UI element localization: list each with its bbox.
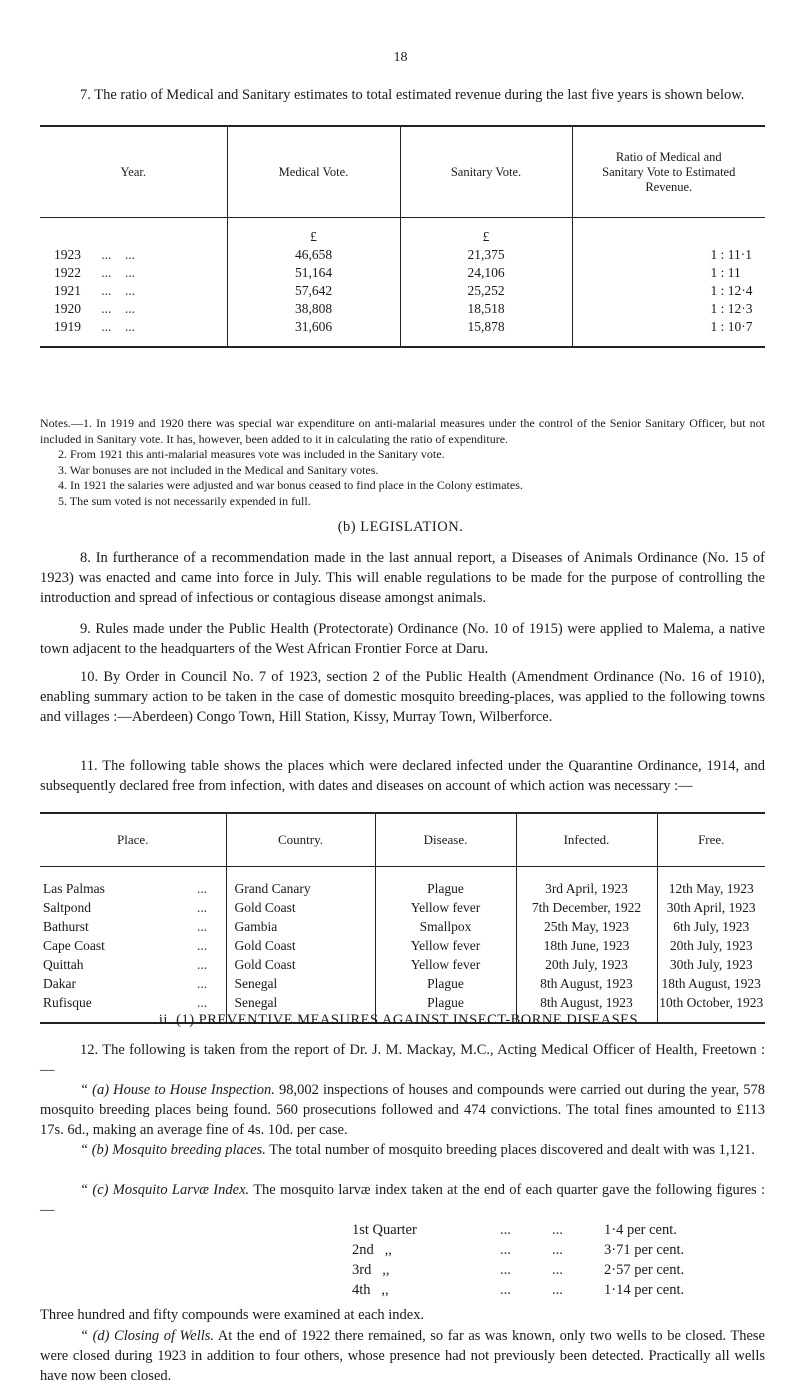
legislation-heading: (b) LEGISLATION. [337, 519, 464, 535]
sanitary-cell: 21,375 [400, 246, 572, 264]
quarter-value: 1·14 per cent. [604, 1281, 685, 1298]
quarter-label: 1st Quarter [352, 1221, 417, 1238]
ratio-cell: 1 : 10·7 [710, 319, 753, 334]
paragraph-12: 12. The following is taken from the report of Dr. J. M. Mackay, M.C., Acting Medical Officer of Health, Freetown :— [40, 1042, 765, 1078]
country-cell: Gold Coast [226, 936, 375, 955]
place-cell: Bathurst [43, 919, 89, 934]
note-5: 5. The sum voted is not necessarily expended in full. [58, 493, 311, 508]
year-cell: 1920 [54, 301, 81, 316]
header-sanitary-vote: Sanitary Vote. [400, 126, 572, 218]
unit-row [40, 218, 765, 247]
infected-cell: 20th July, 1923 [516, 955, 657, 974]
compounds-note: Three hundred and fifty compounds were examined at each index. [40, 1307, 425, 1323]
country-cell: Grand Canary [226, 867, 375, 899]
section-ii-heading: ii. (1) PREVENTIVE MEASURES AGAINST INSECT-BORNE DISEASES. [158, 1012, 643, 1028]
quarter-label: 3rd ,, [352, 1261, 390, 1278]
estimates-table-header [40, 126, 765, 218]
table-row: 1919 ... ... 31,606 15,878 1 : 10·7 [40, 318, 765, 347]
free-cell: 30th July, 1923 [669, 957, 753, 972]
place-cell: Saltpond [43, 900, 92, 915]
item-b-label: “ (b) Mosquito breeding places. [80, 1142, 266, 1158]
list-item: 3rd ,, ... ... 2·57 per cent. [352, 1260, 684, 1280]
item-b-text: The total number of mosquito breeding places discovered and dealt with was 1,121. [265, 1142, 755, 1158]
note-4: 4. In 1921 the salaries were adjusted and war bonus ceased to find place in the Colony estimates. [58, 478, 523, 492]
table-row: Rufisque ... Senegal Plague 8th August, 1923 10th October, 1923 [40, 993, 765, 1023]
disease-cell: Yellow fever [375, 898, 516, 917]
header-year: Year. [40, 126, 227, 218]
place-cell: Dakar [43, 976, 76, 991]
country-cell: Gold Coast [226, 955, 375, 974]
quarantine-table [40, 812, 765, 1024]
item-a-text: 98,002 inspections of houses and compounds were carried out during the year, 578 mosquito breeding places being found. 560 prosecutions followed and 474 convictions. The total fines amounted to £113 17s. 6d., making an average fine of 4s. 10d. per case. [40, 1082, 765, 1138]
country-cell: Senegal [226, 974, 375, 993]
free-cell: 12th May, 1923 [668, 881, 754, 896]
larvae-index-table [352, 1220, 684, 1300]
list-item: 2nd ,, ... ... 3·71 per cent. [352, 1240, 684, 1260]
paragraph-8: 8. In furtherance of a recommendation made in the last annual report, a Diseases of Animals Ordinance (No. 15 of 1923) was enacted and came into force in July. This will enable regulations to be made for the purpose of controlling the introduction and spread of infectious or contagious disease amongst animals. [40, 550, 765, 606]
infected-cell: 25th May, 1923 [516, 917, 657, 936]
sanitary-cell: 15,878 [400, 318, 572, 347]
infected-cell: 8th August, 1923 [516, 993, 657, 1023]
note-2: 2. From 1921 this anti-malarial measures vote was included in the Sanitary vote. [58, 447, 445, 461]
place-cell: Quittah [43, 957, 84, 972]
medical-cell: 31,606 [227, 318, 400, 347]
disease-cell: Plague [375, 867, 516, 899]
estimates-table [40, 125, 765, 348]
header-ratio: Ratio of Medical and Sanitary Vote to Estimated Revenue. [572, 126, 765, 218]
paragraph-7: 7. The ratio of Medical and Sanitary estimates to total estimated revenue during the last five years is shown below. [80, 87, 745, 103]
free-cell: 30th April, 1923 [666, 900, 756, 915]
quarter-value: 2·57 per cent. [604, 1261, 685, 1278]
header-infected: Infected. [516, 813, 657, 867]
quarter-label: 4th ,, [352, 1281, 389, 1298]
item-d [40, 1326, 765, 1386]
note-3: 3. War bonuses are not included in the Medical and Sanitary votes. [58, 462, 379, 477]
infected-cell: 3rd April, 1923 [516, 867, 657, 899]
item-c-label: “ (c) Mosquito Larvæ Index. [80, 1182, 250, 1198]
sanitary-cell: 25,252 [400, 282, 572, 300]
table-row: Quittah ... Gold Coast Yellow fever 20th July, 1923 30th July, 1923 [40, 955, 765, 974]
country-cell: Gambia [226, 917, 375, 936]
disease-cell: Plague [375, 993, 516, 1023]
header-disease: Disease. [375, 813, 516, 867]
medical-cell: 46,658 [227, 246, 400, 264]
list-item: 1st Quarter ... ... 1·4 per cent. [352, 1220, 684, 1240]
table-row: 1921 ... ... 57,642 25,252 1 : 12·4 [40, 282, 765, 300]
table-row: Dakar ... Senegal Plague 8th August, 1923 18th August, 1923 [40, 974, 765, 993]
place-cell: Cape Coast [43, 938, 105, 953]
item-d-text: At the end of 1922 there remained, so far as was known, only two wells to be closed. These were closed during 1923 in addition to four others, whose presence had not previously been detected. Practically all wells have now been closed. [40, 1328, 765, 1384]
table-row: Saltpond ... Gold Coast Yellow fever 7th December, 1922 30th April, 1923 [40, 898, 765, 917]
item-b [40, 1140, 765, 1160]
pound-sign: £ [227, 218, 400, 247]
paragraph-11: 11. The following table shows the places which were declared infected under the Quarantine Ordinance, 1914, and subsequently declared free from infection, with dates and diseases on account of which action was necessary :— [40, 758, 765, 794]
header-medical-vote: Medical Vote. [227, 126, 400, 218]
paragraph-9: 9. Rules made under the Public Health (Protectorate) Ordinance (No. 10 of 1915) were applied to Malema, a native town adjacent to the headquarters of the West African Frontier Force at Daru. [40, 621, 765, 657]
note-1: Notes.—1. In 1919 and 1920 there was special war expenditure on anti-malarial measures under the control of the Senior Sanitary Officer, but not included in Sanitary vote. It has, however, been added to it in calculating the ratio of expenditure. [40, 416, 765, 446]
place-cell: Rufisque [43, 995, 92, 1010]
infected-cell: 7th December, 1922 [516, 898, 657, 917]
item-c-text: The mosquito larvæ index taken at the end of each quarter gave the following figures :— [40, 1182, 766, 1218]
page-number: 18 [393, 50, 408, 65]
country-cell: Senegal [226, 993, 375, 1023]
ratio-cell: 1 : 11 [710, 265, 741, 280]
disease-cell: Yellow fever [375, 955, 516, 974]
table-row: Cape Coast ... Gold Coast Yellow fever 18th June, 1923 20th July, 1923 [40, 936, 765, 955]
year-cell: 1921 [54, 283, 81, 298]
table-row: 1922 ... ... 51,164 24,106 1 : 11 [40, 264, 765, 282]
year-cell: 1919 [54, 319, 81, 334]
disease-cell: Yellow fever [375, 936, 516, 955]
ratio-cell: 1 : 12·4 [710, 283, 753, 298]
pound-sign: £ [400, 218, 572, 247]
infected-cell: 18th June, 1923 [516, 936, 657, 955]
table-row: 1920 ... ... 38,808 18,518 1 : 12·3 [40, 300, 765, 318]
country-cell: Gold Coast [226, 898, 375, 917]
item-d-label: “ (d) Closing of Wells. [80, 1328, 215, 1344]
free-cell: 6th July, 1923 [673, 919, 750, 934]
paragraph-10: 10. By Order in Council No. 7 of 1923, section 2 of the Public Health (Amendment Ordinance (No. 16 of 1910), enabling summary action to be taken in the case of domestic mosquito breeding-places, was applied to the following towns and villages :—Aberdeen) Congo Town, Hill Station, Kissy, Murray Town, Wilberforce. [40, 669, 765, 725]
medical-cell: 57,642 [227, 282, 400, 300]
disease-cell: Smallpox [375, 917, 516, 936]
item-a [40, 1080, 765, 1140]
quarantine-table-header [40, 813, 765, 867]
free-cell: 10th October, 1923 [659, 995, 764, 1010]
table-row: Bathurst ... Gambia Smallpox 25th May, 1923 6th July, 1923 [40, 917, 765, 936]
header-place: Place. [40, 813, 226, 867]
ratio-cell: 1 : 11·1 [710, 247, 752, 262]
table-row: 1923 ... ... 46,658 21,375 1 : 11·1 [40, 246, 765, 264]
place-cell: Las Palmas [43, 881, 105, 896]
table-notes [40, 416, 765, 509]
year-cell: 1922 [54, 265, 81, 280]
disease-cell: Plague [375, 974, 516, 993]
quarter-value: 1·4 per cent. [604, 1221, 677, 1238]
quarter-label: 2nd ,, [352, 1241, 392, 1258]
ratio-cell: 1 : 12·3 [710, 301, 753, 316]
header-country: Country. [226, 813, 375, 867]
item-c [40, 1180, 765, 1220]
infected-cell: 8th August, 1923 [516, 974, 657, 993]
medical-cell: 38,808 [227, 300, 400, 318]
table-row: Las Palmas ... Grand Canary Plague 3rd April, 1923 12th May, 1923 [40, 867, 765, 899]
year-cell: 1923 [54, 247, 81, 262]
list-item: 4th ,, ... ... 1·14 per cent. [352, 1280, 684, 1300]
sanitary-cell: 18,518 [400, 300, 572, 318]
quarter-value: 3·71 per cent. [604, 1241, 685, 1258]
medical-cell: 51,164 [227, 264, 400, 282]
header-free: Free. [657, 813, 765, 867]
free-cell: 18th August, 1923 [661, 976, 761, 991]
sanitary-cell: 24,106 [400, 264, 572, 282]
item-a-label: “ (a) House to House Inspection. [80, 1082, 275, 1098]
free-cell: 20th July, 1923 [669, 938, 753, 953]
